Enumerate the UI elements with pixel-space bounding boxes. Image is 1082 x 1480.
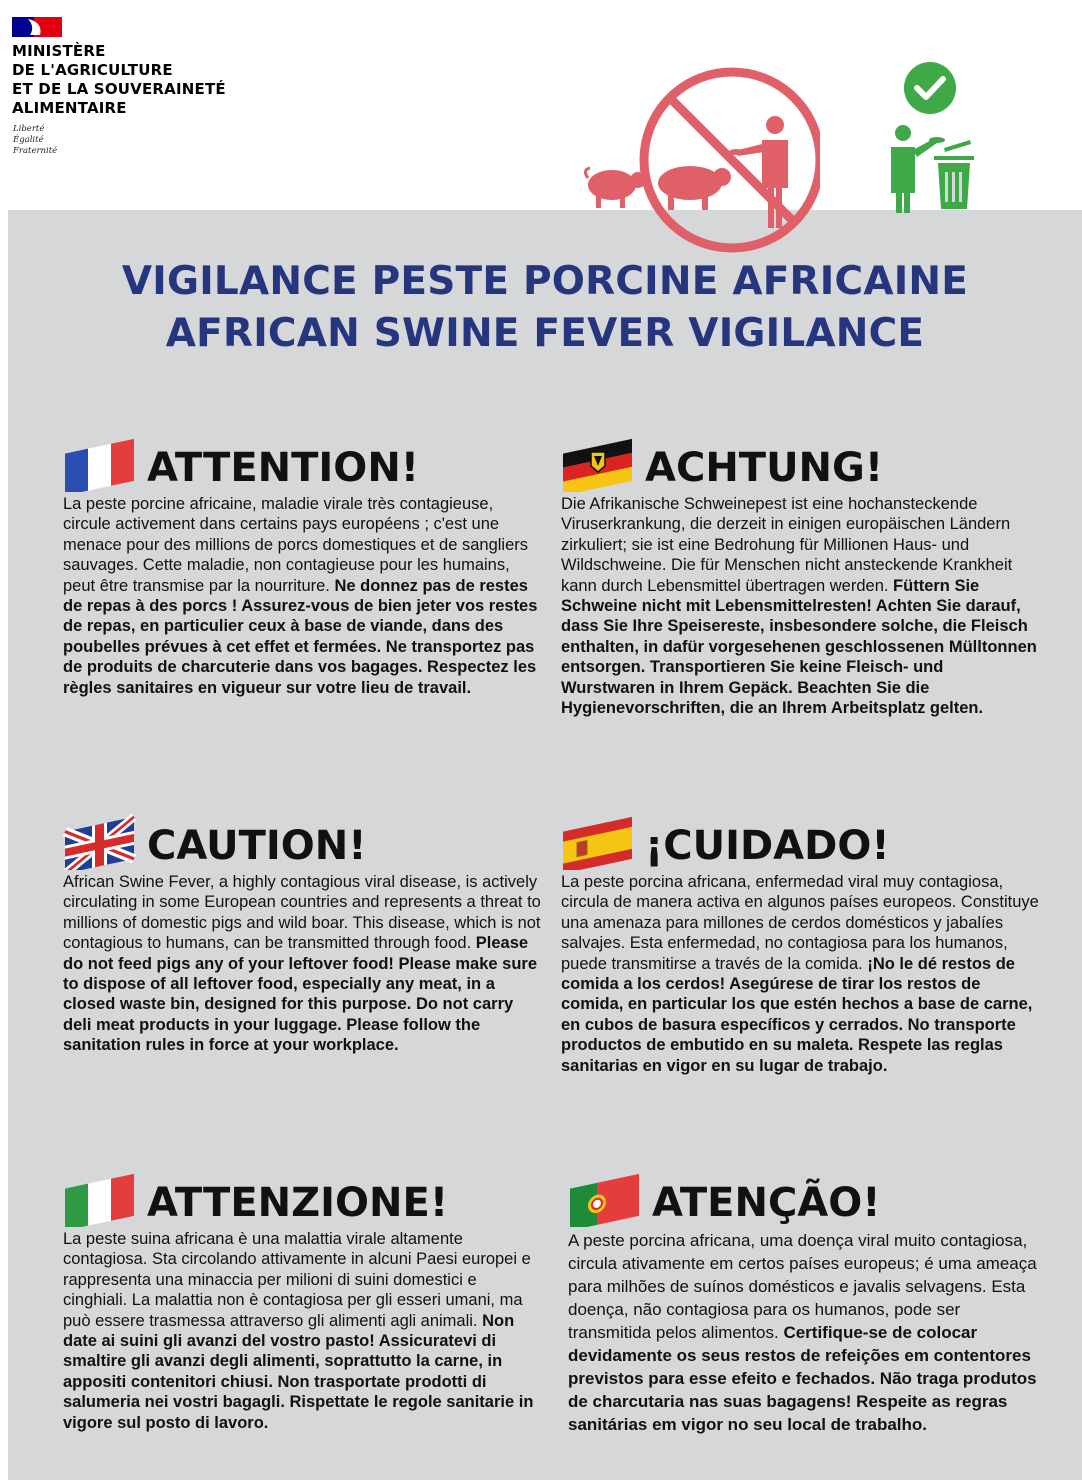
section-title: ATTENZIONE! [147, 1180, 449, 1226]
section-warning-text: Certifique-se de colocar devidamente os seus restos de refeições em contentores previstos para esse efeito e fechados. Não traga produtos de charcutaria nas suas bagagens! Respeite as regras sanitárias em vigor no seu local de trabalho. [568, 1323, 1037, 1434]
no-feeding-pigs-icon [580, 60, 820, 260]
section-body [561, 494, 1041, 718]
section-body [63, 872, 543, 1056]
motto-line: Liberté [13, 124, 45, 134]
section-warning-text: ¡No le dé restos de comida a los cerdos! Asegúrese de tirar los restos de comida, en particular los que estén hechos a base de carne, en cubos de basura específicos y cerrados. No transporte productos de embutido en su maleta. Respete las reglas sanitarias en vigor en su lugar de trabajo. [561, 954, 1033, 1075]
section-title: CAUTION! [147, 823, 367, 869]
section-warning-text: Non date ai suini gli avanzi del vostro pasto! Assicuratevi di smaltire gli avanzi degli alimenti, soprattutto la carne, in appositi contenitori chiusi. Non trasportate prodotti di salumeria nei vostri bagagli. Rispettate le regole sanitarie in vigore sul posto di lavoro. [63, 1311, 534, 1432]
section-lead-text: La peste suina africana è una malattia virale altamente contagiosa. Sta circolando attivamente in alcuni Paesi europei e rappresenta una minaccia per milioni di suini domestici e cinghiali. La malattia non è contagiosa per gli esseri umani, ma può essere trasmessa attraverso gli alimenti agli animali. [63, 1230, 531, 1330]
dispose-in-bin-icon [880, 60, 980, 215]
ministry-name-line: DE L'AGRICULTURE [12, 61, 173, 79]
portugal-flag-icon [568, 1165, 642, 1227]
section-body [568, 1229, 1048, 1436]
section-lead-text: La peste porcina africana, enfermedad viral muy contagiosa, circula de manera activa en algunos países europeos. Constituye una amenaza para millones de cerdos domésticos y jabalíes salvajes. Esta enfermedad, no contagiosa para los humanos, puede transmitirse a través de la comida. [561, 873, 1039, 973]
section-title: ATENÇÃO! [652, 1180, 881, 1226]
section-warning-text: Füttern Sie Schweine nicht mit Lebensmittelresten! Achten Sie darauf, dass Sie Ihre Speisereste, insbesondere solche, die Fleisch enthalten, in dafür vorgesehenen geschlossenen Mülltonnen entsorgen. Transportieren Sie keine Fleisch- und Wurstwaren in Ihrem Gepäck. Beachten Sie die Hygienevorschriften, die an Ihrem Arbeitsplatz gelten. [561, 576, 1037, 718]
france-flag-icon [63, 430, 137, 492]
germany-flag-icon [561, 430, 635, 492]
title-line-fr: VIGILANCE PESTE PORCINE AFRICAINE [121, 259, 969, 304]
section-warning-text: Please do not feed pigs any of your leftover food! Please make sure to dispose of all leftover food, especially any meat, in a closed waste bin, designed for this purpose. Do not carry deli meat products in your luggage. Please follow the sanitation rules in force at your workplace. [63, 934, 538, 1055]
uk-flag-icon [63, 808, 137, 870]
italy-flag-icon [63, 1165, 137, 1227]
ministry-name-line: MINISTÈRE [12, 42, 106, 60]
section-title: ¡CUIDADO! [645, 823, 890, 869]
section-title: ACHTUNG! [645, 445, 884, 491]
motto-line: Égalité [13, 135, 44, 145]
section-body [63, 1229, 543, 1433]
section-lead-text: Die Afrikanische Schweinepest ist eine hochansteckende Viruserkrankung, die derzeit in einigen europäischen Ländern zirkuliert; sie ist eine Bedrohung für Millionen Haus- und Wildschweine. Die für Menschen nicht ansteckende Krankheit kann durch Lebensmittel übertragen werden. [561, 495, 1013, 595]
spain-flag-icon [561, 808, 635, 870]
marianne-logo-icon [12, 17, 62, 37]
section-lead-text: African Swine Fever, a highly contagious viral disease, is actively circulating in some European countries and represents a threat to millions of domestic pigs and wild boar. This disease, which is not contagious to humans, can be transmitted through food. [63, 873, 541, 953]
ministry-name-line: ALIMENTAIRE [12, 99, 127, 117]
section-lead-text: La peste porcine africaine, maladie virale très contagieuse, circule activement dans certains pays européens ; c'est une menace pour des millions de porcs domestiques et de sangliers sauvages. Cette maladie, non contagieuse pour les humains, peut être transmise par la nourriture. [63, 495, 528, 595]
ministry-name-line: ET DE LA SOUVERAINETÉ [12, 80, 226, 98]
ministry-name [12, 42, 262, 118]
title-line-en: AFRICAN SWINE FEVER VIGILANCE [165, 311, 925, 356]
motto-line: Fraternité [13, 146, 58, 156]
section-warning-text: Ne donnez pas de restes de repas à des porcs ! Assurez-vous de bien jeter vos restes de repas, en particulier ceux à base de viande, dans des poubelles prévues à cet effet et fermées. Ne transportez pas de produits de charcuterie dans vos bagages. Respectez les règles sanitaires en vigueur sur votre lieu de travail. [63, 576, 538, 697]
page-title [8, 256, 1082, 360]
section-title: ATTENTION! [147, 445, 420, 491]
republic-motto [13, 124, 57, 157]
section-lead-text: A peste porcina africana, uma doença viral muito contagiosa, circula ativamente em certos países europeus; é uma ameaça para milhões de suínos domésticos e javalis selvagens. Esta doença, não contagiosa para os humanos, pode ser transmitida pelos alimentos. [568, 1231, 1037, 1342]
section-body [63, 494, 543, 698]
section-body [561, 872, 1041, 1076]
